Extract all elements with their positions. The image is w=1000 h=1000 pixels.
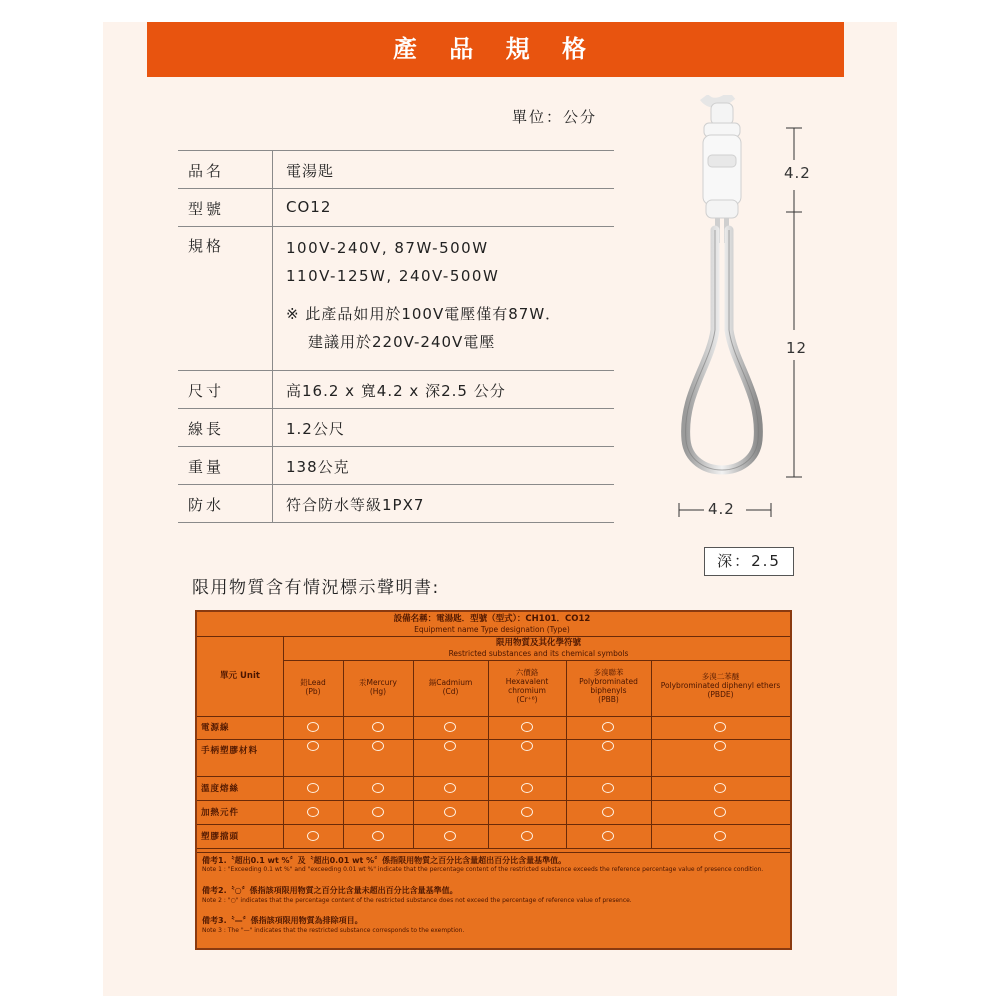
unit-label: 單位：公分 xyxy=(512,108,598,126)
spec-label: 型號 xyxy=(188,200,225,218)
declaration-title: 限用物質含有情況標示聲明書: xyxy=(192,578,440,598)
spec-label: 尺寸 xyxy=(188,382,225,400)
compliance-mark xyxy=(602,831,614,841)
compliance-mark xyxy=(307,741,319,751)
compliance-mark xyxy=(444,831,456,841)
spec-row-model xyxy=(178,188,614,227)
spec-line-1: 100V-240V, 87W-500W xyxy=(286,239,489,257)
note-3-zh: 備考3.〝—〞係指該項限用物質為排除項目。 xyxy=(202,916,363,925)
equipment-name-en: Equipment name Type designation (Type) xyxy=(414,625,570,634)
spec-row-name xyxy=(178,150,614,189)
dim-width: 4.2 xyxy=(708,500,735,518)
spec-value: CO12 xyxy=(286,198,332,216)
spec-label: 線長 xyxy=(188,420,225,438)
equipment-name-zh: 設備名稱：電湯匙．型號（型式）：CH101．CO12 xyxy=(393,614,591,624)
spec-value: 電湯匙 xyxy=(286,162,335,180)
dim-top: 4.2 xyxy=(784,164,811,182)
note-3-en: Note 3 : The "—" indicates that the restricted substance corresponds to the exemption. xyxy=(202,927,465,934)
compliance-mark xyxy=(521,831,533,841)
compliance-mark xyxy=(714,741,726,751)
compliance-mark xyxy=(602,741,614,751)
col-chromium: 六價鉻 Hexavalent chromium (Cr⁺⁶) xyxy=(505,668,549,704)
compliance-mark xyxy=(521,741,533,751)
compliance-mark xyxy=(714,831,726,841)
page-title: 產 品 規 格 xyxy=(147,22,844,77)
compliance-mark xyxy=(307,722,319,732)
col-mercury: 汞Mercury (Hg) xyxy=(359,678,397,696)
compliance-mark xyxy=(307,783,319,793)
dim-body: 12 xyxy=(786,339,808,357)
compliance-mark xyxy=(372,741,384,751)
spec-value: 高16.2 x 寬4.2 x 深2.5 公分 xyxy=(286,382,506,400)
restricted-en: Restricted substances and its chemical symbols xyxy=(448,649,629,658)
spec-value: 138公克 xyxy=(286,458,350,476)
compliance-mark xyxy=(602,807,614,817)
compliance-mark xyxy=(714,807,726,817)
spec-row-cord xyxy=(178,408,614,447)
spec-row-size xyxy=(178,370,614,409)
compliance-mark xyxy=(521,783,533,793)
spec-value xyxy=(286,234,561,356)
compliance-mark xyxy=(444,722,456,732)
note-1-zh: 備考1.〝超出0.1 wt %〞及〝超出0.01 wt %〞係指限用物質之百分比含量超出百分比含量基準值。 xyxy=(202,856,567,865)
spec-label: 品名 xyxy=(188,162,225,180)
spec-row-spec xyxy=(178,226,614,371)
rohs-declaration-table xyxy=(195,610,792,950)
row-heater: 加熱元件 xyxy=(201,808,240,818)
compliance-mark xyxy=(307,831,319,841)
compliance-mark xyxy=(521,722,533,732)
unit-header: 單元 Unit xyxy=(220,671,260,681)
col-lead: 鉛Lead (Pb) xyxy=(300,678,326,696)
spec-label: 重量 xyxy=(188,458,225,476)
row-fuse: 溫度熔絲 xyxy=(201,784,240,794)
spec-line-2: 110V-125W, 240V-500W xyxy=(286,267,500,285)
spec-label: 防水 xyxy=(188,496,225,514)
spec-note-2: 建議用於220V-240V電壓 xyxy=(308,333,496,351)
spec-note-1: ※ 此產品如用於100V電壓僅有87W． xyxy=(286,305,562,323)
note-2-en: Note 2 : "○" indicates that the percentage content of the restricted substance does not exceed the percentage of reference value of presence. xyxy=(202,897,632,904)
col-cadmium: 鎘Cadmium (Cd) xyxy=(428,678,473,696)
col-pbb: 多溴聯苯 Polybrominated biphenyls (PBB) xyxy=(579,668,638,704)
compliance-mark xyxy=(602,783,614,793)
compliance-mark xyxy=(444,807,456,817)
spec-value: 符合防水等級1PX7 xyxy=(286,496,425,514)
compliance-mark xyxy=(372,831,384,841)
compliance-mark xyxy=(521,807,533,817)
spec-label: 規格 xyxy=(188,237,225,255)
col-pbde: 多溴二苯醚 Polybrominated diphenyl ethers (PBDE) xyxy=(660,672,781,699)
spec-row-waterproof xyxy=(178,484,614,523)
spec-value: 1.2公尺 xyxy=(286,420,345,438)
compliance-mark xyxy=(307,807,319,817)
note-1-en: Note 1 : "Exceeding 0.1 wt %" and "exceeding 0.01 wt %" indicate that the percentage content of the restricted substance exceeds the reference percentage value of presence condition. xyxy=(202,866,764,873)
compliance-mark xyxy=(372,722,384,732)
row-plastic-stop: 塑膠擋頭 xyxy=(201,832,240,842)
spec-row-weight xyxy=(178,446,614,485)
compliance-mark xyxy=(444,741,456,751)
compliance-mark xyxy=(372,783,384,793)
note-2-zh: 備考2.〝○〞係指該項限用物質之百分比含量未超出百分比含量基準值。 xyxy=(202,886,458,895)
row-power-cord: 電源線 xyxy=(201,723,230,733)
compliance-mark xyxy=(444,783,456,793)
compliance-mark xyxy=(372,807,384,817)
dim-depth: 深：2.5 xyxy=(704,547,794,576)
compliance-mark xyxy=(602,722,614,732)
restricted-zh: 限用物質及其化學符號 xyxy=(495,638,581,648)
compliance-mark xyxy=(714,783,726,793)
compliance-mark xyxy=(714,722,726,732)
row-handle: 手柄塑膠材料 xyxy=(201,746,259,756)
